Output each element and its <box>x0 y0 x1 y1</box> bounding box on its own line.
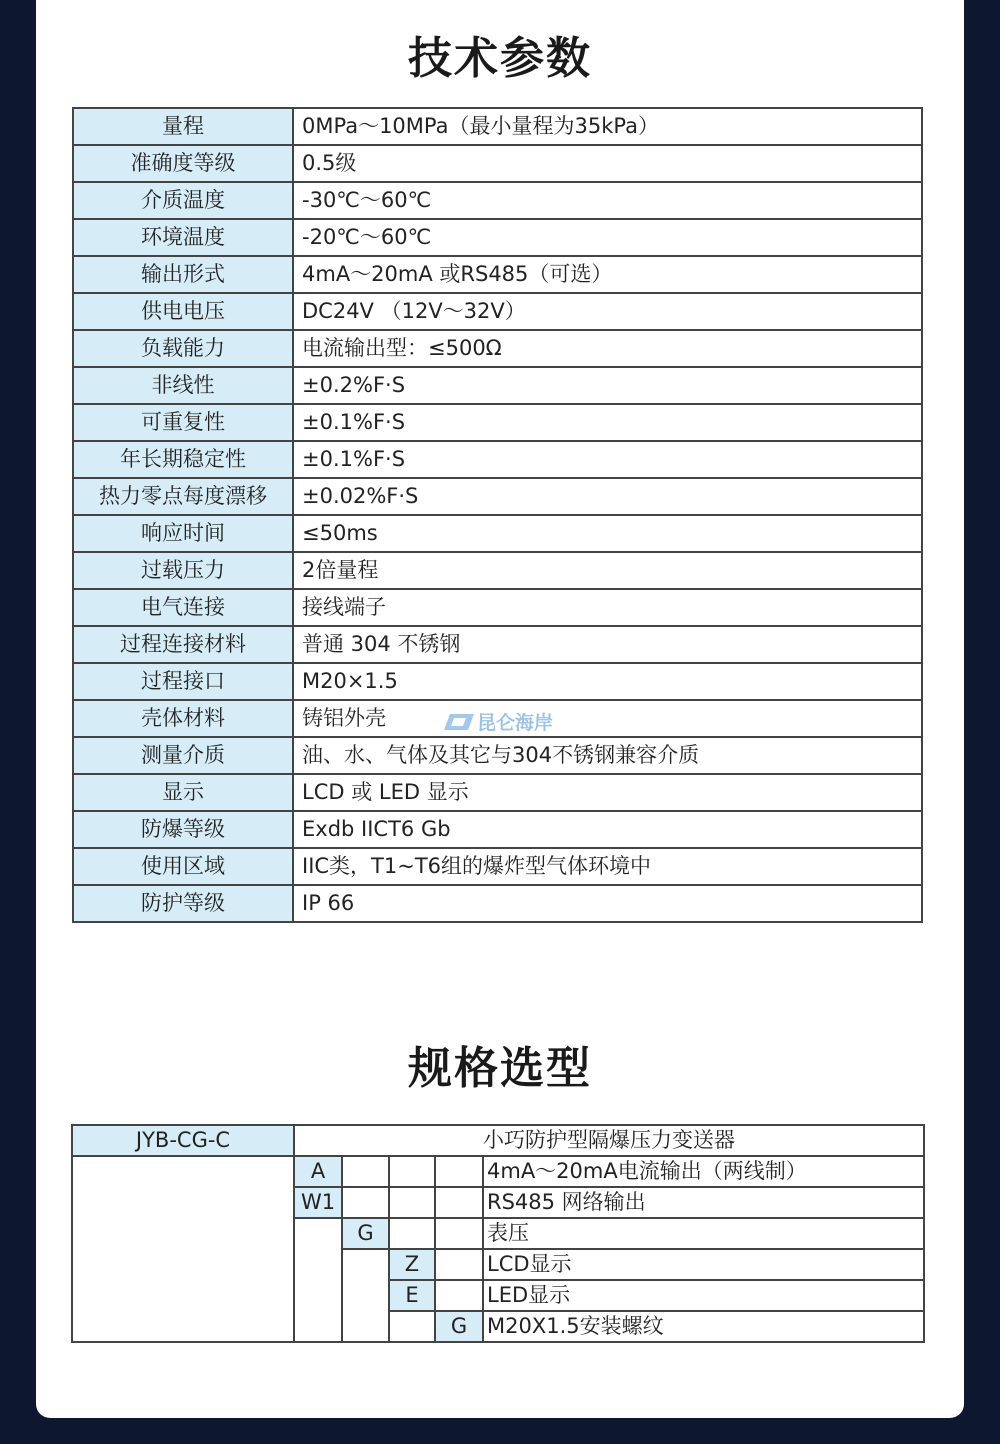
param-row <box>73 367 922 404</box>
param-label: 可重复性 <box>73 404 293 441</box>
param-label: 热力零点每度漂移 <box>73 478 293 515</box>
param-label: 防护等级 <box>73 885 293 922</box>
code-z: Z <box>389 1249 435 1280</box>
param-row <box>73 774 922 811</box>
desc-z: LCD显示 <box>483 1249 924 1280</box>
param-value: IIC类，T1~T6组的爆炸型气体环境中 <box>293 848 922 885</box>
model-description: 小巧防护型隔爆压力变送器 <box>294 1125 924 1156</box>
watermark <box>444 708 553 735</box>
spec-row-model <box>72 1125 924 1156</box>
param-value: -30℃～60℃ <box>293 182 922 219</box>
code-g-thread: G <box>435 1311 483 1342</box>
desc-g-thread: M20X1.5安装螺纹 <box>483 1311 924 1342</box>
param-value: DC24V （12V～32V） <box>293 293 922 330</box>
watermark-text: 昆仑海岸 <box>477 712 554 734</box>
param-label: 过载压力 <box>73 552 293 589</box>
spec-blank-cell <box>435 1187 483 1218</box>
desc-w1: RS485 网络输出 <box>483 1187 924 1218</box>
param-row <box>73 663 922 700</box>
param-value: ≤50ms <box>293 515 922 552</box>
param-row <box>73 885 922 922</box>
section-title-tech-params: 技术参数 <box>408 33 592 84</box>
param-value: ±0.1%F·S <box>293 441 922 478</box>
param-label: 非线性 <box>73 367 293 404</box>
param-value: 0.5级 <box>293 145 922 182</box>
param-value: IP 66 <box>293 885 922 922</box>
param-value: M20×1.5 <box>293 663 922 700</box>
param-row <box>73 182 922 219</box>
param-label: 供电电压 <box>73 293 293 330</box>
param-value: 铸铝外壳 <box>293 700 922 737</box>
param-row <box>73 848 922 885</box>
param-row <box>73 626 922 663</box>
param-row <box>73 737 922 774</box>
code-g-pressure: G <box>342 1218 389 1249</box>
param-value: 2倍量程 <box>293 552 922 589</box>
code-e: E <box>389 1280 435 1311</box>
spec-blank-cell <box>389 1311 435 1342</box>
param-label: 过程连接材料 <box>73 626 293 663</box>
spec-selection-table <box>71 1124 925 1343</box>
param-value: LCD 或 LED 显示 <box>293 774 922 811</box>
param-value: 4mA～20mA 或RS485（可选） <box>293 256 922 293</box>
param-value: Exdb IICT6 Gb <box>293 811 922 848</box>
param-label: 壳体材料 <box>73 700 293 737</box>
param-label: 过程接口 <box>73 663 293 700</box>
desc-e: LED显示 <box>483 1280 924 1311</box>
code-w1: W1 <box>294 1187 342 1218</box>
param-label: 防爆等级 <box>73 811 293 848</box>
param-value: ±0.02%F·S <box>293 478 922 515</box>
param-row <box>73 293 922 330</box>
param-row <box>73 108 922 145</box>
param-value: 接线端子 <box>293 589 922 626</box>
code-a: A <box>294 1156 342 1187</box>
param-label: 量程 <box>73 108 293 145</box>
spec-row-output-a <box>72 1156 924 1187</box>
param-label: 显示 <box>73 774 293 811</box>
param-row <box>73 552 922 589</box>
spec-blank-cell <box>435 1156 483 1187</box>
param-label: 测量介质 <box>73 737 293 774</box>
spec-blank-cell <box>435 1280 483 1311</box>
desc-g-pressure: 表压 <box>483 1218 924 1249</box>
param-label: 介质温度 <box>73 182 293 219</box>
param-row <box>73 145 922 182</box>
param-label: 响应时间 <box>73 515 293 552</box>
param-value: -20℃～60℃ <box>293 219 922 256</box>
param-value: ±0.1%F·S <box>293 404 922 441</box>
param-label: 负载能力 <box>73 330 293 367</box>
param-value: 电流输出型：≤500Ω <box>293 330 922 367</box>
tech-params-table <box>72 107 923 923</box>
param-row <box>73 515 922 552</box>
spec-blank-cell <box>342 1156 389 1187</box>
spec-blank-cell <box>389 1156 435 1187</box>
desc-a: 4mA～20mA电流输出（两线制） <box>483 1156 924 1187</box>
param-label: 环境温度 <box>73 219 293 256</box>
spec-blank-cell <box>389 1187 435 1218</box>
param-row <box>73 478 922 515</box>
spec-blank-cell <box>435 1218 483 1249</box>
param-label: 年长期稳定性 <box>73 441 293 478</box>
param-row <box>73 256 922 293</box>
spec-blank-cell <box>72 1156 294 1342</box>
spec-blank-cell <box>342 1187 389 1218</box>
param-row <box>73 404 922 441</box>
param-value: 普通 304 不锈钢 <box>293 626 922 663</box>
param-label: 使用区域 <box>73 848 293 885</box>
param-row <box>73 811 922 848</box>
model-code: JYB-CG-C <box>72 1125 294 1156</box>
spec-blank-cell <box>294 1218 342 1342</box>
param-label: 电气连接 <box>73 589 293 626</box>
param-row <box>73 441 922 478</box>
section-title-spec-selection: 规格选型 <box>408 1043 592 1094</box>
param-label: 准确度等级 <box>73 145 293 182</box>
spec-blank-cell <box>389 1218 435 1249</box>
param-value: 油、水、气体及其它与304不锈钢兼容介质 <box>293 737 922 774</box>
param-value: ±0.2%F·S <box>293 367 922 404</box>
param-row <box>73 589 922 626</box>
param-value: 0MPa～10MPa（最小量程为35kPa） <box>293 108 922 145</box>
brand-logo-icon <box>444 714 474 730</box>
param-label: 输出形式 <box>73 256 293 293</box>
param-row <box>73 330 922 367</box>
spec-blank-cell <box>435 1249 483 1280</box>
spec-blank-cell <box>342 1249 389 1342</box>
param-row <box>73 219 922 256</box>
